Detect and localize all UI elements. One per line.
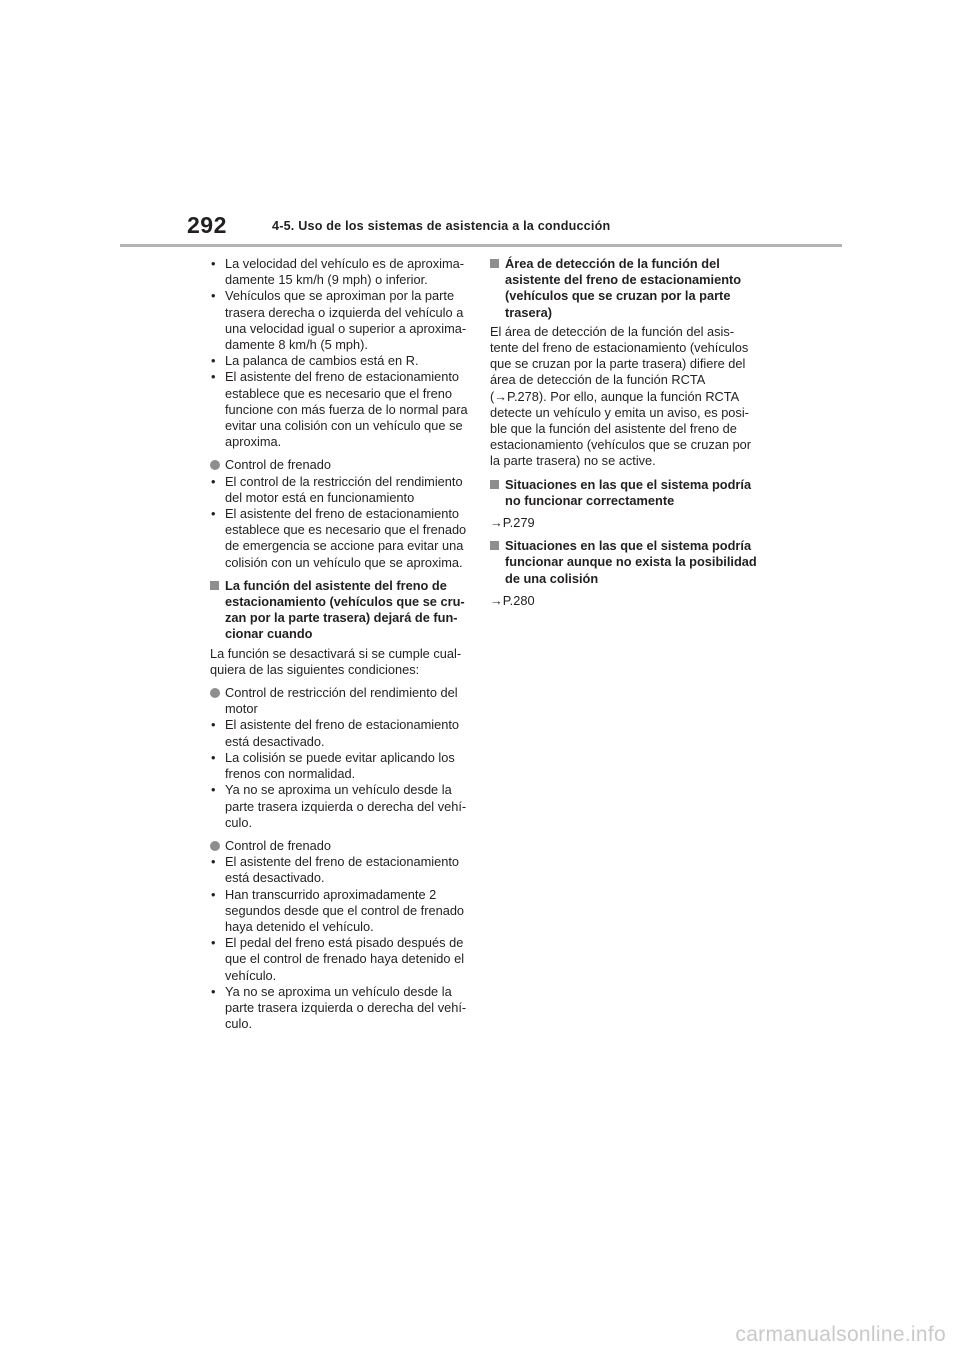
list-item: • El asistente del freno de estacionamiento está desactivado. (211, 854, 460, 886)
brake-control-list (210, 474, 468, 571)
brake-control-heading-2: Control de frenado (210, 838, 468, 854)
watermark: carmanualsonline.info (735, 1323, 946, 1346)
page-number: 292 (187, 212, 227, 238)
stop-function-intro: La función se desactivará si se cumple cual-quiera de las siguientes condiciones: (210, 645, 462, 677)
section-title: 4-5. Uso de los sistemas de asistencia a la conducción (272, 219, 611, 233)
square-bullet-icon (490, 259, 499, 268)
page-reference: →P.279 (490, 515, 535, 531)
brake-control-list-2 (210, 854, 468, 1032)
list-item: • El asistente del freno de estacionamiento está desactivado. (211, 717, 460, 749)
circle-bullet-icon (210, 688, 220, 698)
false-activation-heading: Situaciones en las que el sistema podría funcionar aunque no exista la posibilidad de una colisión (490, 538, 758, 587)
detection-area-heading: Área de detección de la función del asistente del freno de estacionamiento (vehículos que se cruzan por la parte trasera) (490, 256, 758, 321)
detection-area-text: El área de detección de la función del asis-tente del freno de estacionamiento (vehículos que se cruzan por la parte trasera) difiere del área de detección de la función RCTA (→P.278). Por ello, aunque la función RCTA detecte un vehículo y emita un aviso, es posi-ble que la función del asistente del freno de estacionamiento (vehículos que se cruzan por la parte trasera) no se active. (490, 323, 752, 469)
list-item: • El pedal del freno está pisado después de que el control de frenado haya detenido el vehículo. (211, 935, 465, 983)
engine-control-list (210, 717, 468, 830)
left-column (210, 256, 468, 1032)
list-item: • Ya no se aproxima un vehículo desde la parte trasera izquierda o derecha del vehí-culo. (211, 983, 467, 1032)
circle-bullet-icon (210, 460, 220, 470)
list-item: • El asistente del freno de estacionamiento establece que es necesario que el frenado de emergencia se accione para evitar una colisión con un vehículo que se aproxima. (211, 506, 467, 570)
list-item: • Ya no se aproxima un vehículo desde la parte trasera izquierda o derecha del vehí-culo. (211, 782, 467, 830)
list-item: • El control de la restricción del rendimiento del motor está en funcionamiento (211, 473, 463, 505)
list-item: • La colisión se puede evitar aplicando los frenos con normalidad. (211, 749, 455, 782)
engine-control-heading: Control de restricción del rendimiento del motor (210, 685, 468, 717)
list-item: • Vehículos que se aproximan por la parte trasera derecha o izquierda del vehículo a una velocidad igual o superior a aproxima-damente 8 km/h (5 mph). (211, 288, 467, 353)
square-bullet-icon (490, 480, 499, 489)
right-column (490, 256, 758, 609)
page-reference: →P.280 (490, 592, 535, 608)
malfunction-heading: Situaciones en las que el sistema podría no funcionar correctamente (490, 477, 758, 509)
list-item: • La palanca de cambios está en R. (211, 353, 419, 369)
list-item: • La velocidad del vehículo es de aproxima-damente 15 km/h (9 mph) o inferior. (211, 256, 465, 288)
list-item: • El asistente del freno de estacionamiento establece que es necesario que el freno funcione con más fuerza de lo normal para evitar una colisión con un vehículo que se aproxima. (211, 369, 468, 450)
square-bullet-icon (210, 581, 219, 590)
condition-list (210, 256, 468, 450)
brake-control-heading: Control de frenado (210, 457, 468, 473)
square-bullet-icon (490, 541, 499, 550)
header-rule (120, 244, 842, 247)
circle-bullet-icon (210, 841, 220, 851)
list-item: • Han transcurrido aproximadamente 2 segundos desde que el control de frenado haya detenido el vehículo. (211, 886, 465, 934)
stop-function-heading: La función del asistente del freno de estacionamiento (vehículos que se cru-zan por la parte trasera) dejará de fun-cionar cuando (210, 578, 468, 643)
